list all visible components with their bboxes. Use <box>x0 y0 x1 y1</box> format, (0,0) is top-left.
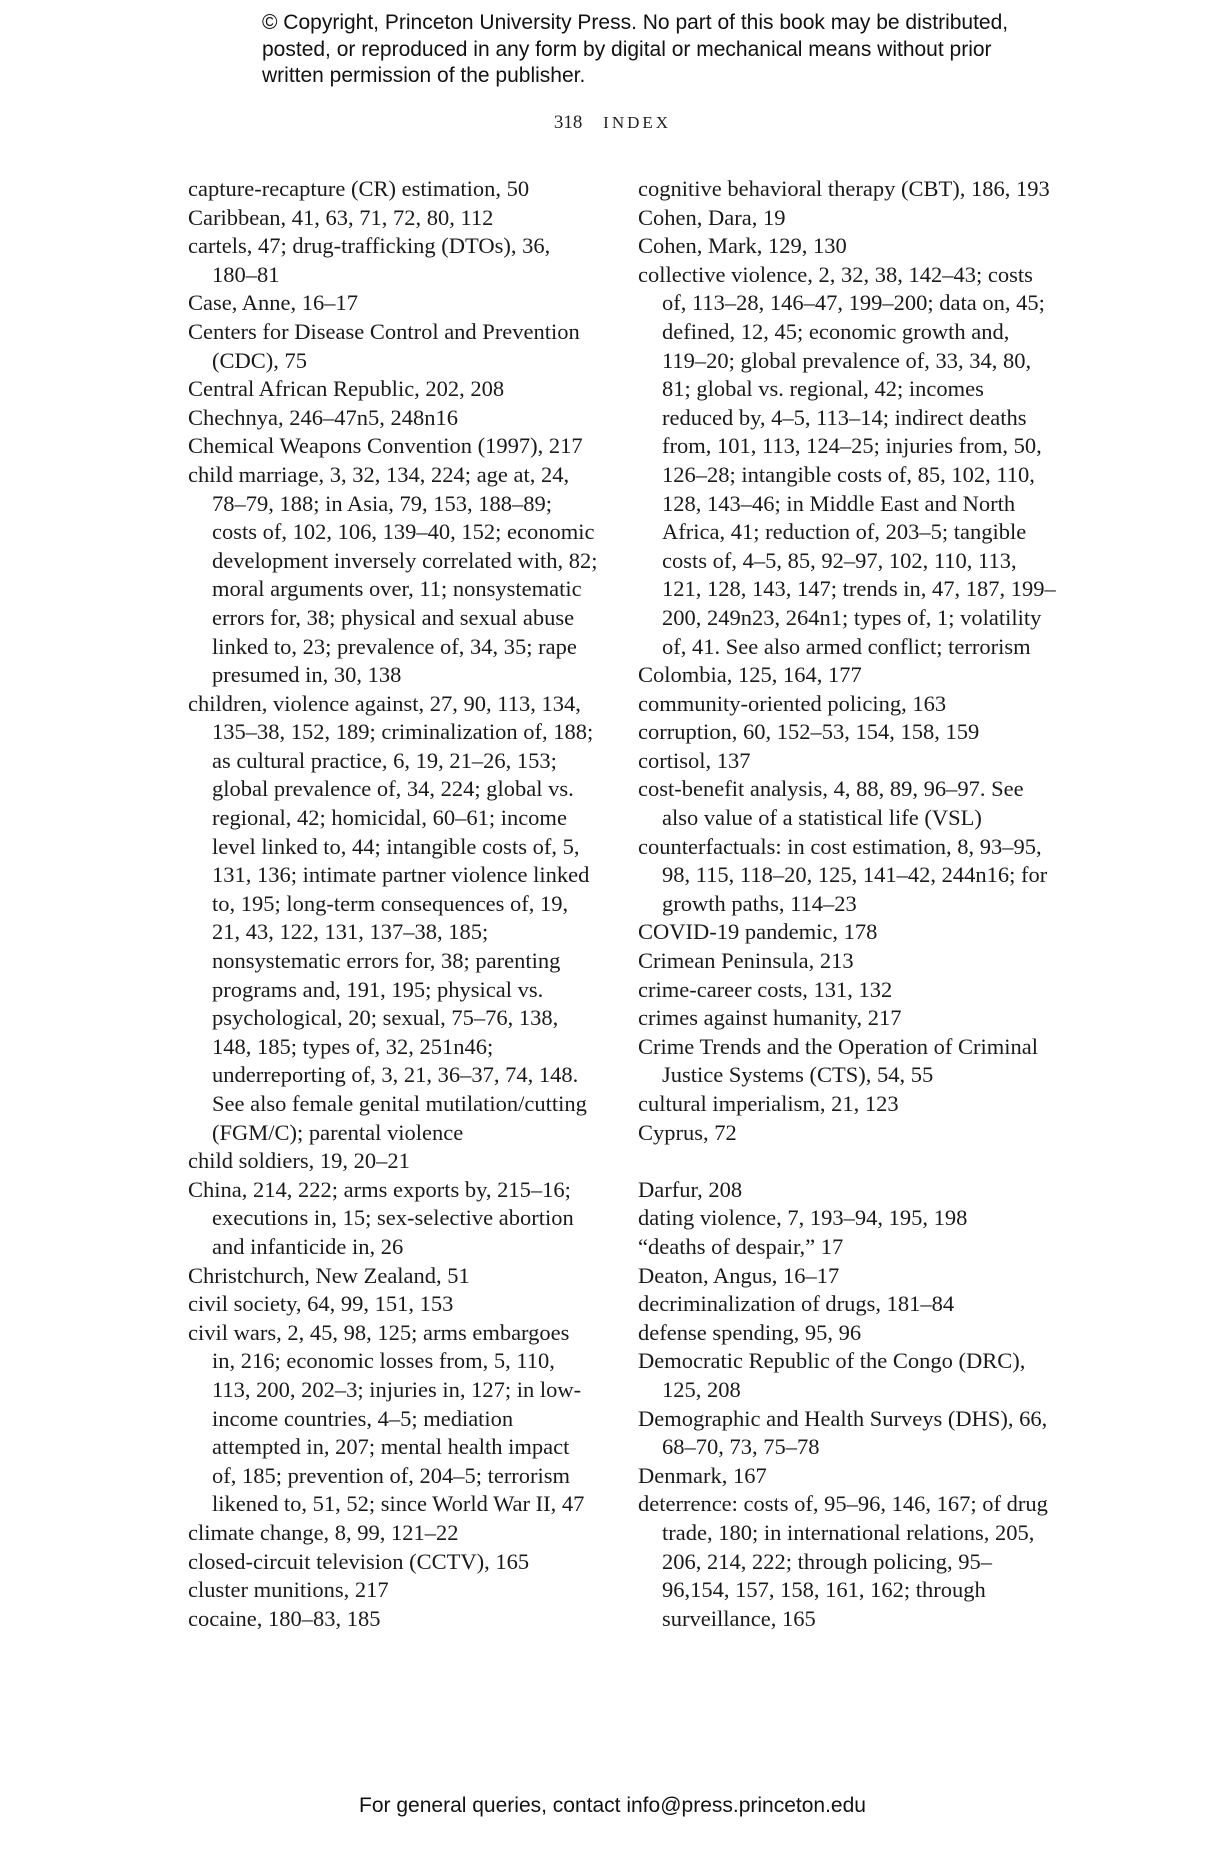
index-entry: crimes against humanity, 217 <box>638 1005 902 1031</box>
index-entry: Crime Trends and the Operation of Criminal Justice Systems (CTS), 54, 55 <box>638 1033 1038 1088</box>
index-entry: cortisol, 137 <box>638 747 751 773</box>
index-entry: Deaton, Angus, 16–17 <box>638 1262 840 1288</box>
index-entry: decriminalization of drugs, 181–84 <box>638 1291 955 1317</box>
index-entry: Cohen, Dara, 19 <box>638 204 786 230</box>
index-entry: cultural imperialism, 21, 123 <box>638 1091 899 1116</box>
index-entry: Colombia, 125, 164, 177 <box>638 662 862 688</box>
index-entry: crime-career costs, 131, 132 <box>638 976 893 1002</box>
index-entry: child soldiers, 19, 20–21 <box>188 1148 410 1174</box>
index-entry: collective violence, 2, 32, 38, 142–43; costs of, 113–28, 146–47, 199–200; data on, 45; defined, 12, 45; economic growth and, 119–20; global prevalence of, 33, 34, 80, 81; global vs. regional, 42; incomes reduced by, 4–5, 113–14; indirect deaths from, 101, 113, 124–25; injuries from, 50, 126–28; intangible costs of, 85, 102, 110, 128, 143–46; in Middle East and North Africa, 41; reduction of, 203–5; tangible costs of, 4–5, 85, 92–97, 102, 110, 113, 121, 128, 143, 147; trends in, 47, 187, 199–200, 249n23, 264n1; types of, 1; volatility of, 41. See also armed conflict; terrorism <box>638 261 1056 659</box>
index-entry: capture-recapture (CR) estimation, 50 <box>188 176 530 201</box>
index-entry: Caribbean, 41, 63, 71, 72, 80, 112 <box>188 204 494 230</box>
index-entry: child marriage, 3, 32, 134, 224; age at, 24, 78–79, 188; in Asia, 79, 153, 188–89; costs of, 102, 106, 139–40, 152; economic development inversely correlated with, 82; moral arguments over, 11; nonsystematic errors for, 38; physical and sexual abuse linked to, 23; prevalence of, 34, 35; rape presumed in, 30, 138 <box>188 461 598 688</box>
index-entry: climate change, 8, 99, 121–22 <box>188 1519 459 1545</box>
index-entry: Cohen, Mark, 129, 130 <box>638 233 847 259</box>
index-entry: civil society, 64, 99, 151, 153 <box>188 1291 454 1317</box>
index-entry: Demographic and Health Surveys (DHS), 66, 68–70, 73, 75–78 <box>638 1405 1048 1460</box>
index-entry: Denmark, 167 <box>638 1462 767 1488</box>
copyright-notice: © Copyright, Princeton University Press. No part of this book may be distributed, posted, or reproduced in any form by digital or mechanical means without prior written permission of the publisher. <box>262 11 1009 87</box>
index-entry: Cyprus, 72 <box>638 1119 737 1145</box>
contact-footer: For general queries, contact info@press.princeton.edu <box>359 1794 866 1817</box>
page-number: 318 <box>553 112 583 133</box>
index-entry: cluster munitions, 217 <box>188 1577 389 1603</box>
index-entry: defense spending, 95, 96 <box>638 1319 862 1345</box>
index-column-left <box>188 175 598 1633</box>
index-entry: cost-benefit analysis, 4, 88, 89, 96–97. See also value of a statistical life (VSL) <box>638 776 1024 831</box>
index-entry: Darfur, 208 <box>638 1176 743 1202</box>
index-column-right <box>638 175 1058 1633</box>
index-entry: cognitive behavioral therapy (CBT), 186, 193 <box>638 176 1050 201</box>
index-entry: cocaine, 180–83, 185 <box>188 1605 381 1631</box>
index-entry: deterrence: costs of, 95–96, 146, 167; of drug trade, 180; in international relations, 205, 206, 214, 222; through policing, 95–96,154, 157, 158, 161, 162; through surveillance, 165 <box>638 1491 1048 1631</box>
index-entry: China, 214, 222; arms exports by, 215–16; executions in, 15; sex-selective abortion and infanticide in, 26 <box>188 1176 574 1259</box>
running-head <box>0 112 1225 134</box>
index-entry: Centers for Disease Control and Prevention (CDC), 75 <box>188 318 580 373</box>
index-entry: cartels, 47; drug-trafficking (DTOs), 36, 180–81 <box>188 233 551 287</box>
index-entry: Christchurch, New Zealand, 51 <box>188 1262 470 1288</box>
index-entry: closed-circuit television (CCTV), 165 <box>188 1548 530 1574</box>
index-entry: Central African Republic, 202, 208 <box>188 376 505 402</box>
index-entry: Democratic Republic of the Congo (DRC), 125, 208 <box>638 1348 1026 1402</box>
index-entry: counterfactuals: in cost estimation, 8, 93–95, 98, 115, 118–20, 125, 141–42, 244n16; for growth paths, 114–23 <box>638 833 1048 916</box>
index-entry: “deaths of despair,” 17 <box>638 1233 844 1259</box>
index-entry: civil wars, 2, 45, 98, 125; arms embargoes in, 216; economic losses from, 5, 110, 113, 200, 202–3; injuries in, 127; in low-income countries, 4–5; mediation attempted in, 207; mental health impact of, 185; prevention of, 204–5; terrorism likened to, 51, 52; since World War II, 47 <box>188 1319 585 1517</box>
index-entry: Crimean Peninsula, 213 <box>638 948 854 974</box>
index-entry: Case, Anne, 16–17 <box>188 290 358 316</box>
section-gap <box>638 1147 1058 1176</box>
index-entry: children, violence against, 27, 90, 113, 134, 135–38, 152, 189; criminalization of, 188; as cultural practice, 6, 19, 21–26, 153; global prevalence of, 34, 224; global vs. regional, 42; homicidal, 60–61; income level linked to, 44; intangible costs of, 5, 131, 136; intimate partner violence linked to, 195; long-term consequences of, 19, 21, 43, 122, 131, 137–38, 185; nonsystematic errors for, 38; parenting programs and, 191, 195; physical vs. psychological, 20; sexual, 75–76, 138, 148, 185; types of, 32, 251n46; underreporting of, 3, 21, 36–37, 74, 148. See also female genital mutilation/cutting (FGM/C); parental violence <box>188 690 594 1145</box>
index-entry: community-oriented policing, 163 <box>638 690 947 716</box>
index-entry: dating violence, 7, 193–94, 195, 198 <box>638 1205 968 1231</box>
index-entry: COVID-19 pandemic, 178 <box>638 919 878 945</box>
running-title: INDEX <box>603 113 672 132</box>
index-entry: Chemical Weapons Convention (1997), 217 <box>188 433 583 459</box>
index-entry: Chechnya, 246–47n5, 248n16 <box>188 404 458 430</box>
index-entry: corruption, 60, 152–53, 154, 158, 159 <box>638 719 980 745</box>
